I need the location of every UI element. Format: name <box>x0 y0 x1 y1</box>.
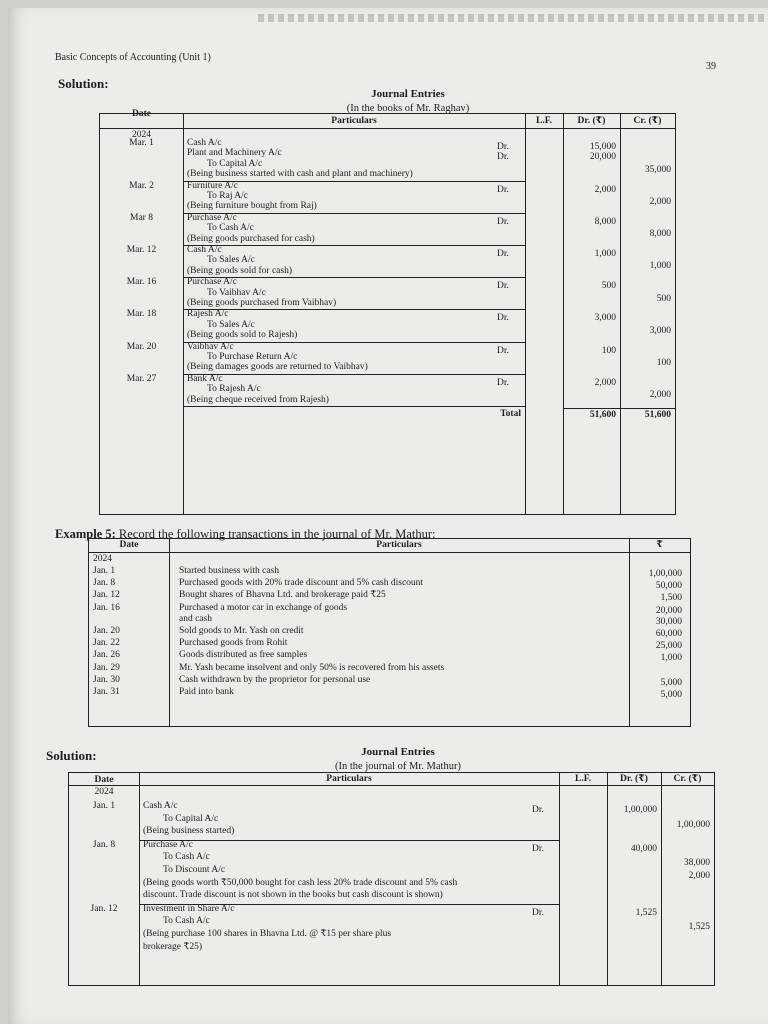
entry-date: Mar. 18 <box>126 309 157 320</box>
entry-line: discount. Trade discount is not shown in the books but cash discount is shown) <box>143 890 443 901</box>
year: 2024 <box>94 787 114 797</box>
entry-date: Mar 8 <box>130 212 153 223</box>
transaction-amount: 30,000 <box>655 616 682 627</box>
transaction-date: Jan. 29 <box>93 662 120 673</box>
example-label: Example 5: <box>55 527 116 541</box>
entry-line: (Being goods purchased from Vaibhav) <box>187 298 337 308</box>
transaction-amount: 5,000 <box>660 677 682 688</box>
transaction-text: Purchased goods from Rohit <box>179 638 288 649</box>
credit-amount: 1,00,000 <box>676 819 710 830</box>
transaction-date: Jan. 22 <box>93 638 120 649</box>
transaction-text: Started business with cash <box>179 566 280 576</box>
credit-amount: 3,000 <box>649 325 671 336</box>
entry-line: (Being goods sold to Rajesh) <box>187 330 298 341</box>
debit-amount: 2,000 <box>594 377 616 388</box>
year: 2024 <box>93 554 112 564</box>
row-rule <box>69 785 714 786</box>
journal-table-2 <box>68 772 715 986</box>
book-page <box>8 8 768 1024</box>
transaction-text: Cash withdrawn by the proprietor for personal use <box>179 674 371 685</box>
entry-line: (Being purchase 100 shares in Bhavna Ltd. @ ₹15 per share plus <box>143 929 392 939</box>
debit-amount: 20,000 <box>589 152 616 163</box>
dr-mark: Dr. <box>497 142 509 152</box>
column-rule <box>559 773 560 985</box>
total-debit: 51,600 <box>589 410 616 420</box>
entry-line: Rajesh A/c <box>187 309 229 320</box>
entry-line: (Being damages goods are returned to Vaibhav) <box>187 362 368 373</box>
year: 2024 <box>132 130 151 140</box>
entry-date: Mar. 20 <box>126 341 157 352</box>
total-credit: 51,600 <box>644 410 671 420</box>
header-dr: Dr. (₹) <box>620 774 648 784</box>
credit-amount: 8,000 <box>649 229 671 240</box>
page-number: 39 <box>706 61 716 72</box>
transaction-text: Paid into bank <box>179 687 234 697</box>
row-rule <box>183 342 525 343</box>
entry-date: Jan. 12 <box>90 903 118 914</box>
entry-line: To Cash A/c <box>207 223 254 234</box>
entry-line: Plant and Machinery A/c <box>187 148 282 159</box>
dr-mark: Dr. <box>497 184 509 195</box>
journal-title-1: Journal Entries <box>371 88 445 100</box>
entry-line: To Discount A/c <box>163 865 226 875</box>
entry-date: Mar. 27 <box>126 373 157 384</box>
row-rule <box>183 374 525 375</box>
transaction-text: Goods distributed as free samples <box>179 650 308 661</box>
transaction-date: Jan. 1 <box>93 566 116 576</box>
entry-date: Mar. 16 <box>126 277 157 288</box>
header-cr: Cr. (₹) <box>633 116 662 126</box>
transaction-amount: 1,500 <box>660 593 682 604</box>
transaction-date: Jan. 26 <box>93 650 120 661</box>
header-lf: L.F. <box>574 774 592 784</box>
row-rule <box>183 309 525 310</box>
journal-title-2: Journal Entries <box>361 746 435 758</box>
row-rule <box>183 406 525 407</box>
journal-subtitle-1: (In the books of Mr. Raghav) <box>346 103 470 114</box>
transaction-amount: 1,000 <box>660 653 682 664</box>
debit-amount: 1,525 <box>635 907 657 918</box>
transaction-amount: 25,000 <box>655 641 682 652</box>
entry-date: Mar. 2 <box>129 180 154 191</box>
entry-line: To Cash A/c <box>163 852 210 863</box>
credit-amount: 1,525 <box>688 922 710 933</box>
debit-amount: 3,000 <box>594 313 616 324</box>
dr-mark: Dr. <box>497 377 509 388</box>
header-particulars: Particulars <box>331 116 377 126</box>
transactions-table <box>88 538 691 727</box>
header-date: Date <box>94 775 114 785</box>
column-rule <box>714 773 715 985</box>
column-rule <box>607 773 608 985</box>
credit-amount: 35,000 <box>644 164 671 175</box>
transaction-amount: 50,000 <box>655 581 682 592</box>
entry-line: Bank A/c <box>187 373 223 384</box>
transaction-date: Jan. 16 <box>93 602 120 613</box>
transaction-amount: 60,000 <box>655 629 682 639</box>
row-rule <box>100 128 675 129</box>
header-lf: L.F. <box>535 116 553 126</box>
header-amount: ₹ <box>656 540 663 550</box>
entry-line: Cash A/c <box>187 138 222 148</box>
dr-mark: Dr. <box>532 843 544 854</box>
entry-line: To Rajesh A/c <box>207 384 261 395</box>
dr-mark: Dr. <box>497 152 509 163</box>
debit-amount: 8,000 <box>594 216 616 227</box>
transaction-date: Jan. 31 <box>93 687 120 697</box>
entry-line: Cash A/c <box>143 801 178 811</box>
transaction-text: Bought shares of Bhavna Ltd. and brokerage paid ₹25 <box>179 590 386 601</box>
header-cr: Cr. (₹) <box>673 774 702 784</box>
entry-date: Jan. 1 <box>92 801 116 811</box>
row-rule <box>139 840 559 841</box>
journal-table-1 <box>99 109 676 515</box>
entry-line: To Capital A/c <box>207 158 263 169</box>
transaction-date: Jan. 20 <box>93 626 120 636</box>
entry-line: To Sales A/c <box>207 255 255 266</box>
transaction-text: Purchased goods with 20% trade discount and 5% cash discount <box>179 578 424 589</box>
transaction-text: Sold goods to Mr. Yash on credit <box>179 626 304 636</box>
dr-mark: Dr. <box>532 805 544 815</box>
transaction-amount: 1,00,000 <box>648 569 682 579</box>
column-rule <box>169 539 170 726</box>
header-particulars: Particulars <box>326 774 372 784</box>
debit-amount: 100 <box>601 345 616 356</box>
entry-line: (Being goods sold for cash) <box>187 265 293 276</box>
total-label: Total <box>500 409 521 419</box>
page-edge-marks <box>258 14 768 22</box>
header-particulars: Particulars <box>376 540 422 550</box>
header-dr: Dr. (₹) <box>577 116 606 126</box>
entry-line: Purchase A/c <box>143 839 193 850</box>
transaction-text: Mr. Yash became insolvent and only 50% is recovered from his assets <box>179 662 445 673</box>
transaction-text: and cash <box>179 613 212 624</box>
entry-date: Mar. 1 <box>129 138 154 148</box>
entry-line: To Sales A/c <box>207 319 255 330</box>
transaction-text: Purchased a motor car in exchange of goods <box>179 602 348 613</box>
transaction-amount: 5,000 <box>660 690 682 700</box>
solution-label-2: Solution: <box>46 748 97 763</box>
entry-line: To Purchase Return A/c <box>207 352 298 362</box>
row-rule <box>89 552 690 553</box>
dr-mark: Dr. <box>497 345 509 356</box>
credit-amount: 100 <box>656 358 671 368</box>
entry-line: (Being goods worth ₹50,000 bought for cash less 20% trade discount and 5% cash <box>143 877 458 888</box>
entry-line: (Being business started with cash and plant and machinery) <box>187 169 413 180</box>
entry-line: Vaibhav A/c <box>187 341 234 352</box>
entry-line: (Being goods purchased for cash) <box>187 233 315 244</box>
entry-date: Mar. 12 <box>126 245 157 255</box>
entry-line: Cash A/c <box>187 245 222 255</box>
entry-line: To Vaibhav A/c <box>207 287 266 298</box>
transaction-date: Jan. 30 <box>93 674 120 685</box>
dr-mark: Dr. <box>497 313 509 324</box>
debit-amount: 2,000 <box>594 184 616 195</box>
row-rule <box>563 408 675 409</box>
credit-amount: 1,000 <box>649 261 671 272</box>
debit-amount: 1,000 <box>594 249 616 259</box>
credit-amount: 2,000 <box>649 197 671 207</box>
entry-line: To Cash A/c <box>163 916 210 927</box>
credit-amount: 38,000 <box>683 858 710 869</box>
credit-amount: 2,000 <box>649 390 671 401</box>
debit-amount: 15,000 <box>589 142 616 152</box>
dr-mark: Dr. <box>532 907 544 918</box>
entry-line: (Being business started) <box>143 826 235 837</box>
entry-line: (Being cheque received from Rajesh) <box>187 394 329 405</box>
entry-line: (Being furniture bought from Raj) <box>187 201 317 212</box>
example-text: Record the following transactions in the journal of Mr. Mathur: <box>118 527 436 541</box>
entry-line: brokerage ₹25) <box>143 941 203 952</box>
transaction-amount: 20,000 <box>655 605 682 616</box>
entry-line: Furniture A/c <box>187 180 238 191</box>
entry-line: Purchase A/c <box>187 277 237 288</box>
dr-mark: Dr. <box>497 249 509 259</box>
journal-subtitle-2: (In the journal of Mr. Mathur) <box>335 761 461 772</box>
entry-date: Jan. 8 <box>92 839 116 850</box>
column-rule <box>139 773 140 985</box>
header-date: Date <box>119 540 139 550</box>
column-rule <box>183 114 184 514</box>
transaction-date: Jan. 8 <box>93 578 116 589</box>
running-header: Basic Concepts of Accounting (Unit 1) <box>55 52 211 63</box>
column-rule <box>525 114 526 514</box>
debit-amount: 40,000 <box>630 843 657 854</box>
header-date: Date <box>132 109 151 119</box>
debit-amount: 1,00,000 <box>623 805 657 815</box>
dr-mark: Dr. <box>497 281 509 292</box>
row-rule <box>183 245 525 246</box>
credit-amount: 2,000 <box>688 871 710 881</box>
entry-line: To Raj A/c <box>207 191 249 201</box>
transaction-date: Jan. 12 <box>93 590 120 601</box>
column-rule <box>675 114 676 514</box>
entry-line: Purchase A/c <box>187 212 237 223</box>
entry-line: To Capital A/c <box>163 813 219 824</box>
solution-label-1: Solution: <box>58 76 109 91</box>
entry-line: Investment in Share A/c <box>143 903 235 914</box>
dr-mark: Dr. <box>497 216 509 227</box>
credit-amount: 500 <box>656 293 671 304</box>
debit-amount: 500 <box>601 281 616 292</box>
